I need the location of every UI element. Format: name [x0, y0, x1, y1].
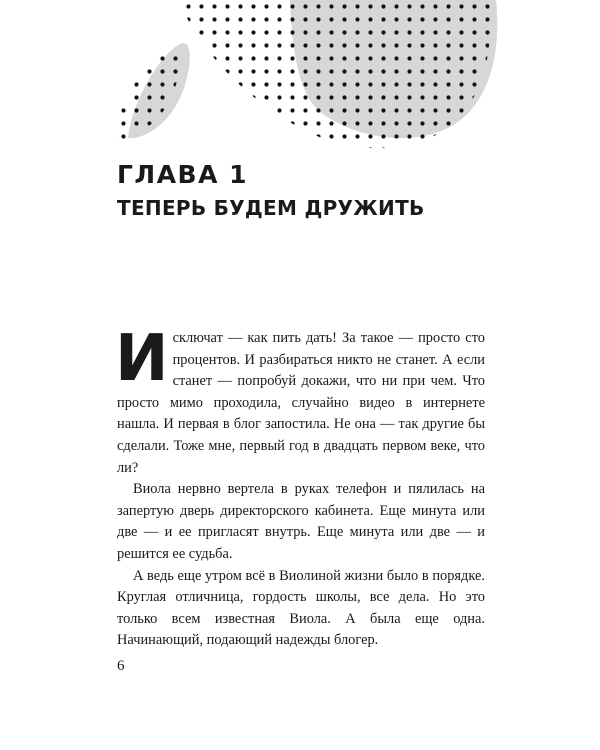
- drop-cap: И: [115, 322, 169, 396]
- chapter-subtitle: ТЕПЕРЬ БУДЕМ ДРУЖИТЬ: [117, 196, 425, 220]
- paragraph-2: Виола нервно вертела в руках телефон и пялилась на запертую дверь директорского кабинета. Еще минута или две — и ее пригласят внутрь. Еще минута или две — и решится ее судьба.: [117, 481, 485, 562]
- chapter-body: [115, 322, 485, 652]
- chapter-title: ГЛАВА 1: [117, 160, 249, 189]
- paragraph-1: [115, 322, 485, 479]
- dotted-decoration: [0, 0, 600, 160]
- paragraph-3: А ведь еще утром всё в Виолиной жизни было в порядке. Круглая отличница, гордость школы, все дела. Но это только всем известная Виола. А была еще одна. Начинающий, подающий надежды блогер.: [117, 567, 485, 649]
- page-number: 6: [117, 658, 125, 674]
- paragraph-1-text: сключат — как пить дать! За такое — просто сто процентов. И разбираться никто не станет. А если станет — попробуй докажи, что ни при чем. Что просто мимо проходила, случайно видео в интернете нашла. И первая в блог запостила. Не она — так другие бы сделали. Тоже мне, первый год в двадцать первом веке, что ли?: [117, 330, 485, 476]
